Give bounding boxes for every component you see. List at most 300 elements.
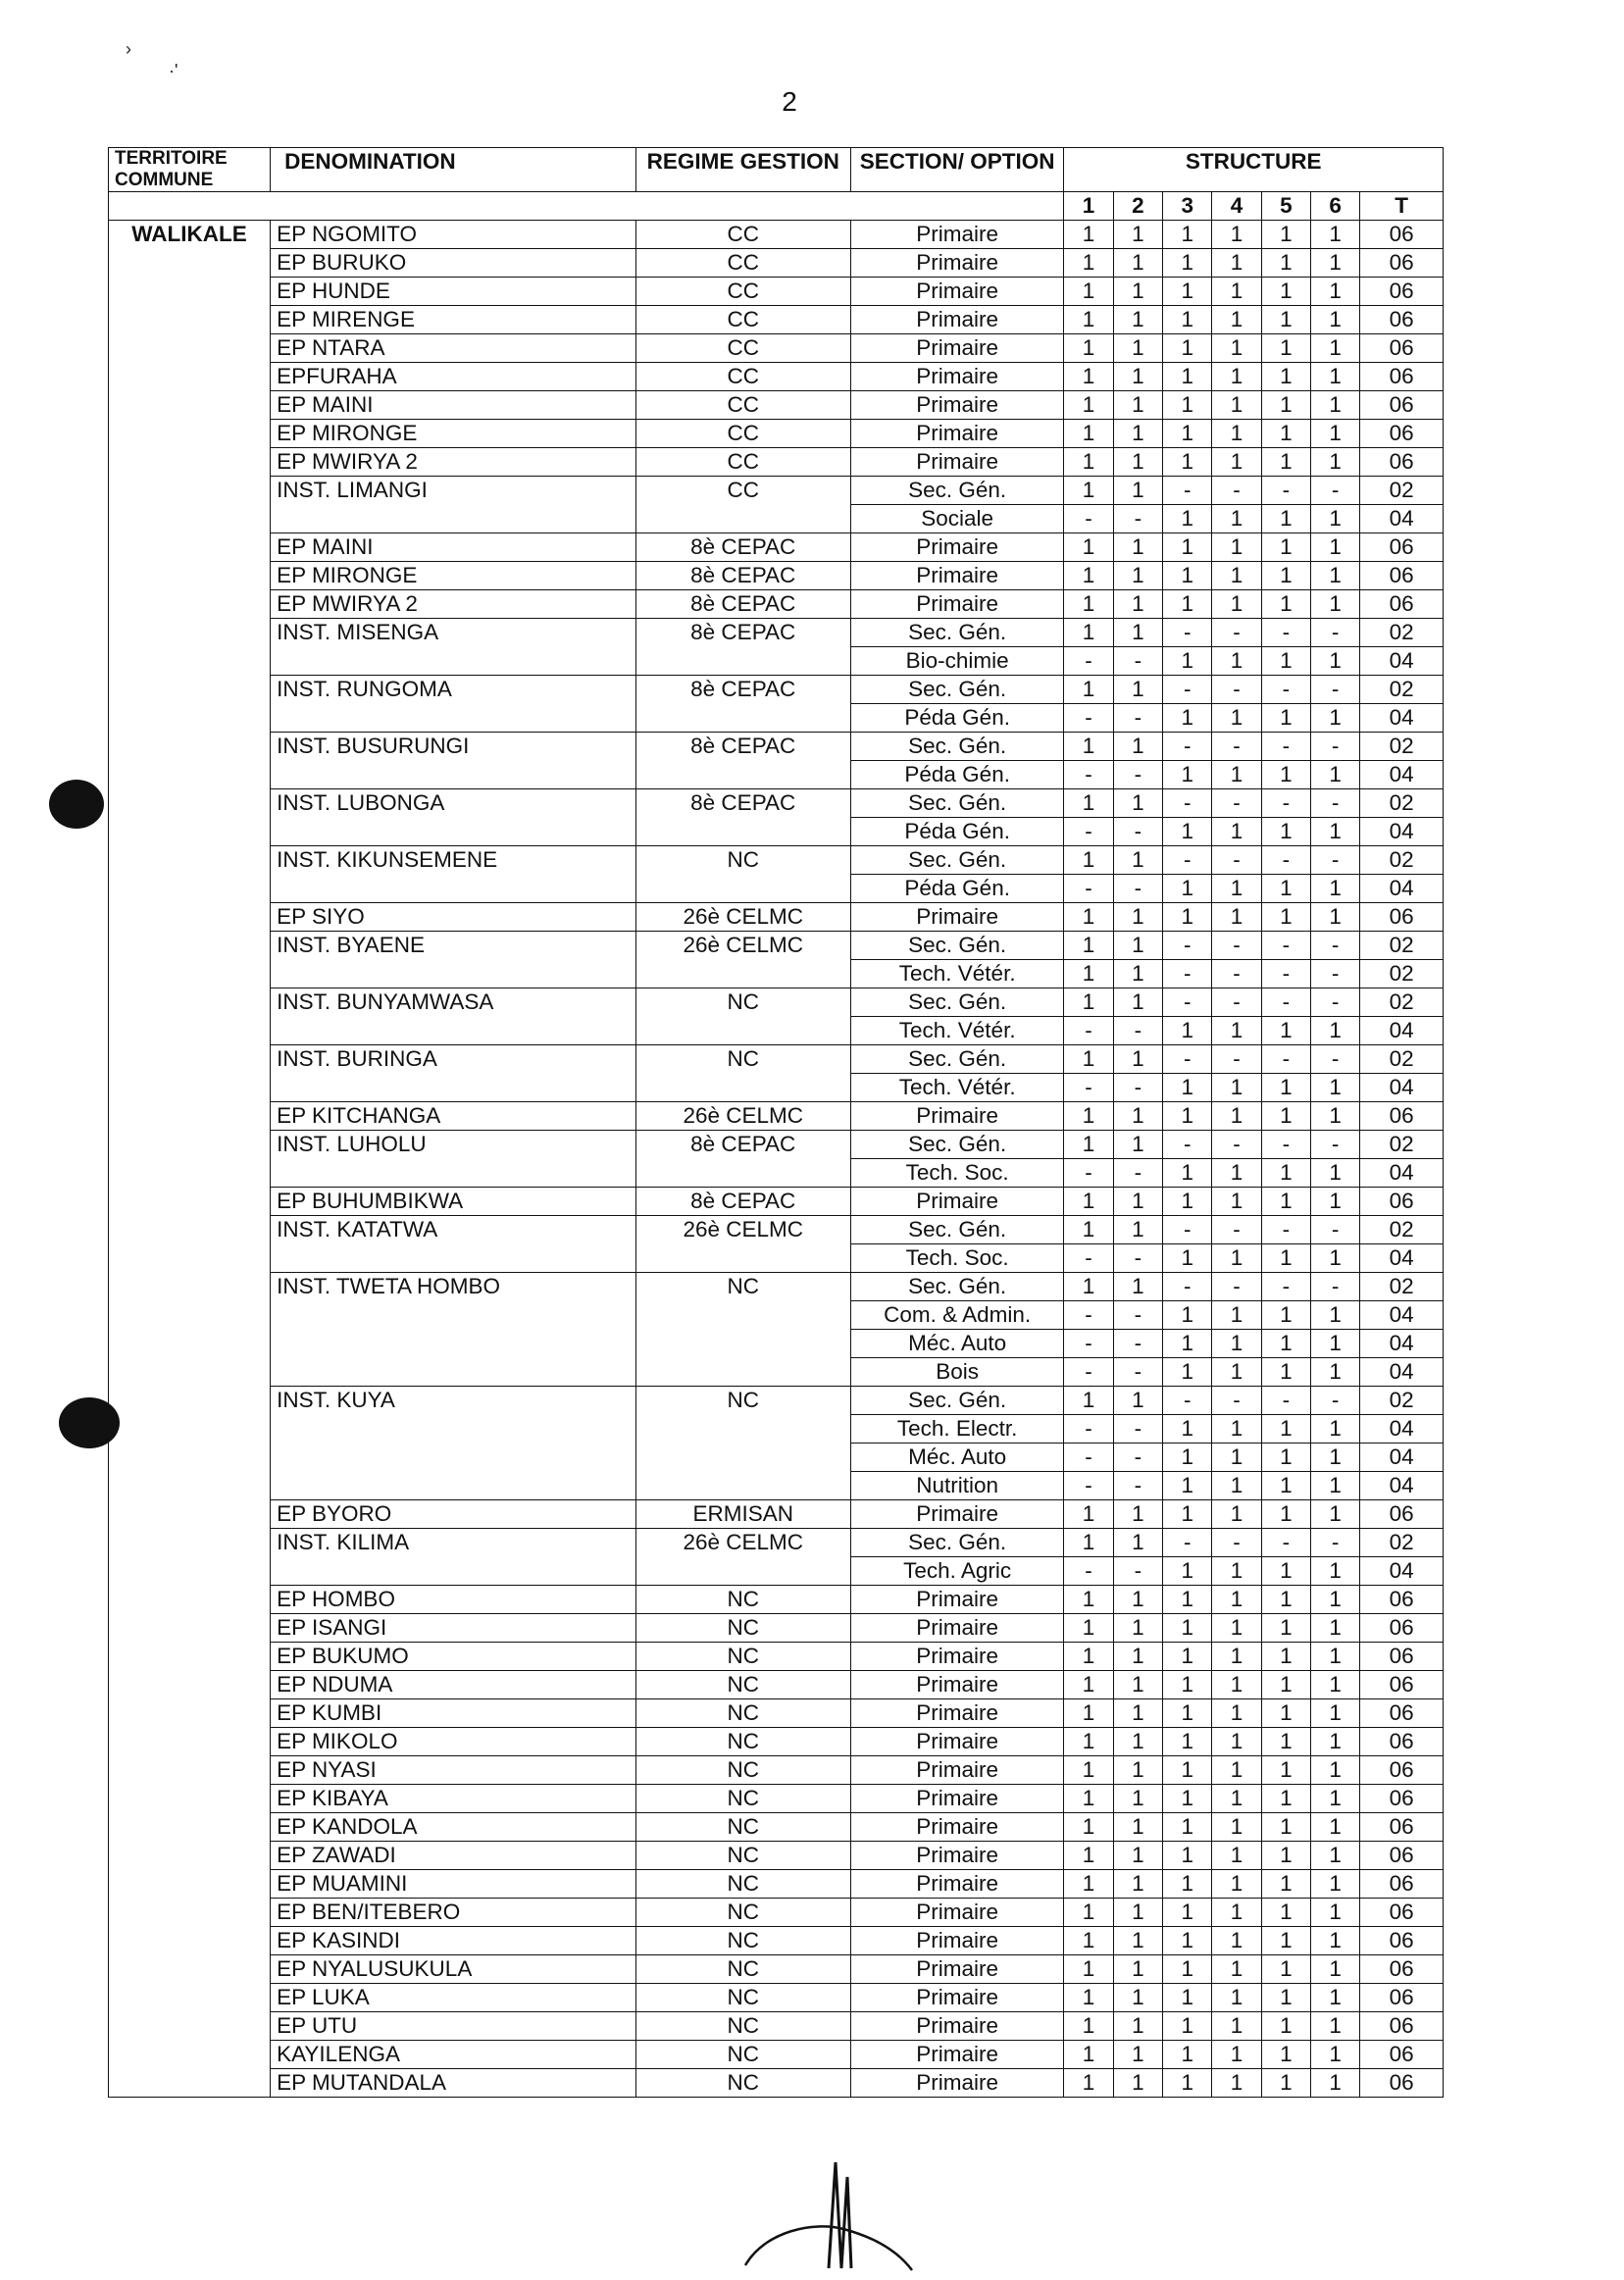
school-name: EP BUKUMO bbox=[271, 1643, 635, 1671]
structure-cell: 1 bbox=[1261, 1415, 1310, 1444]
structure-cell: - bbox=[1163, 733, 1212, 761]
section-cell: Sec. Gén. bbox=[850, 1131, 1063, 1159]
table-row bbox=[109, 278, 1444, 306]
section-cell: Sec. Gén. bbox=[850, 846, 1063, 875]
total-cell: 06 bbox=[1360, 2012, 1444, 2041]
section-cell: Tech. Soc. bbox=[850, 1159, 1063, 1188]
structure-cell: 1 bbox=[1113, 1643, 1162, 1671]
structure-cell: 1 bbox=[1311, 818, 1360, 846]
total-cell: 02 bbox=[1360, 988, 1444, 1017]
structure-cell: - bbox=[1113, 818, 1162, 846]
table-row bbox=[109, 306, 1444, 334]
section-cell: Péda Gén. bbox=[850, 761, 1063, 789]
structure-cell: 1 bbox=[1261, 363, 1310, 391]
regime-cell: NC bbox=[635, 1813, 850, 1842]
structure-cell: 1 bbox=[1261, 1074, 1310, 1102]
structure-cell: 1 bbox=[1064, 676, 1113, 704]
section-cell: Sociale bbox=[850, 505, 1063, 533]
table-row bbox=[109, 1188, 1444, 1216]
structure-cell: 1 bbox=[1212, 448, 1261, 477]
structure-cell: - bbox=[1261, 733, 1310, 761]
structure-cell: 1 bbox=[1212, 306, 1261, 334]
section-cell: Primaire bbox=[850, 1984, 1063, 2012]
structure-cell: 1 bbox=[1311, 1785, 1360, 1813]
structure-cell: 1 bbox=[1212, 278, 1261, 306]
section-cell: Primaire bbox=[850, 1955, 1063, 1984]
regime-cell: NC bbox=[635, 1756, 850, 1785]
section-cell: Nutrition bbox=[850, 1472, 1063, 1500]
structure-cell: - bbox=[1163, 477, 1212, 505]
school-name: EP UTU bbox=[271, 2012, 635, 2041]
structure-cell: - bbox=[1113, 1301, 1162, 1330]
structure-cell: - bbox=[1311, 733, 1360, 761]
structure-cell: 1 bbox=[1113, 932, 1162, 960]
structure-cell: - bbox=[1261, 477, 1310, 505]
structure-cell: 1 bbox=[1212, 1643, 1261, 1671]
structure-cell: 1 bbox=[1212, 1444, 1261, 1472]
total-cell: 06 bbox=[1360, 562, 1444, 590]
structure-cell: 1 bbox=[1163, 1074, 1212, 1102]
structure-cell: - bbox=[1311, 676, 1360, 704]
section-cell: Péda Gén. bbox=[850, 818, 1063, 846]
regime-cell: CC bbox=[635, 278, 850, 306]
structure-cell: 1 bbox=[1212, 1899, 1261, 1927]
structure-cell: 1 bbox=[1261, 1358, 1310, 1387]
school-name: INST. BUNYAMWASA bbox=[271, 988, 635, 1045]
structure-cell: 1 bbox=[1311, 448, 1360, 477]
structure-cell: 1 bbox=[1064, 1273, 1113, 1301]
regime-cell: NC bbox=[635, 1955, 850, 1984]
structure-cell: 1 bbox=[1212, 221, 1261, 249]
structure-cell: 1 bbox=[1113, 733, 1162, 761]
table-row bbox=[109, 1955, 1444, 1984]
total-cell: 04 bbox=[1360, 818, 1444, 846]
structure-cell: 1 bbox=[1311, 875, 1360, 903]
section-cell: Bois bbox=[850, 1358, 1063, 1387]
section-cell: Tech. Vétér. bbox=[850, 1017, 1063, 1045]
total-cell: 02 bbox=[1360, 932, 1444, 960]
table-row bbox=[109, 420, 1444, 448]
structure-cell: 1 bbox=[1311, 221, 1360, 249]
structure-cell: 1 bbox=[1064, 1643, 1113, 1671]
structure-cell: 1 bbox=[1163, 1728, 1212, 1756]
structure-cell: 1 bbox=[1212, 1472, 1261, 1500]
structure-cell: 1 bbox=[1261, 505, 1310, 533]
structure-cell: 1 bbox=[1311, 1756, 1360, 1785]
structure-cell: 1 bbox=[1311, 1614, 1360, 1643]
structure-cell: 1 bbox=[1261, 1614, 1310, 1643]
structure-cell: 1 bbox=[1311, 1813, 1360, 1842]
structure-cell: 1 bbox=[1163, 334, 1212, 363]
structure-cell: - bbox=[1163, 1273, 1212, 1301]
school-name: EP MWIRYA 2 bbox=[271, 448, 635, 477]
header-subrow bbox=[109, 192, 1444, 221]
structure-cell: 1 bbox=[1311, 1699, 1360, 1728]
total-cell: 06 bbox=[1360, 1955, 1444, 1984]
structure-cell: 1 bbox=[1261, 590, 1310, 619]
structure-cell: 1 bbox=[1163, 875, 1212, 903]
structure-cell: 1 bbox=[1261, 903, 1310, 932]
scan-mark: ·' bbox=[169, 61, 178, 80]
table-row bbox=[109, 1500, 1444, 1529]
regime-cell: NC bbox=[635, 2012, 850, 2041]
school-name: INST. TWETA HOMBO bbox=[271, 1273, 635, 1387]
structure-cell: 1 bbox=[1311, 363, 1360, 391]
structure-cell: 1 bbox=[1311, 334, 1360, 363]
section-cell: Primaire bbox=[850, 533, 1063, 562]
structure-cell: 1 bbox=[1212, 1159, 1261, 1188]
school-name: INST. KUYA bbox=[271, 1387, 635, 1500]
school-name: EP MAINI bbox=[271, 533, 635, 562]
section-cell: Bio-chimie bbox=[850, 647, 1063, 676]
structure-cell: 1 bbox=[1113, 1728, 1162, 1756]
structure-cell: - bbox=[1261, 619, 1310, 647]
table-row bbox=[109, 1273, 1444, 1301]
structure-cell: 1 bbox=[1212, 1813, 1261, 1842]
structure-cell: 1 bbox=[1113, 1984, 1162, 2012]
total-cell: 04 bbox=[1360, 1074, 1444, 1102]
total-cell: 04 bbox=[1360, 875, 1444, 903]
structure-cell: - bbox=[1261, 960, 1310, 988]
structure-cell: 1 bbox=[1261, 562, 1310, 590]
header-territoire: TERRITOIRE COMMUNE bbox=[109, 148, 271, 192]
structure-cell: 1 bbox=[1261, 647, 1310, 676]
structure-cell: 1 bbox=[1261, 306, 1310, 334]
structure-cell: - bbox=[1064, 818, 1113, 846]
structure-cell: 1 bbox=[1163, 505, 1212, 533]
structure-cell: 1 bbox=[1163, 1444, 1212, 1472]
structure-cell: 1 bbox=[1113, 1614, 1162, 1643]
structure-cell: - bbox=[1113, 1330, 1162, 1358]
structure-cell: 1 bbox=[1064, 363, 1113, 391]
structure-cell: - bbox=[1064, 1358, 1113, 1387]
table-row bbox=[109, 1728, 1444, 1756]
regime-cell: ERMISAN bbox=[635, 1500, 850, 1529]
structure-cell: 1 bbox=[1163, 1756, 1212, 1785]
structure-cell: 1 bbox=[1163, 647, 1212, 676]
structure-cell: 1 bbox=[1311, 562, 1360, 590]
structure-cell: - bbox=[1113, 1358, 1162, 1387]
school-name: EP LUKA bbox=[271, 1984, 635, 2012]
section-cell: Tech. Soc. bbox=[850, 1244, 1063, 1273]
regime-cell: CC bbox=[635, 391, 850, 420]
structure-cell: 1 bbox=[1163, 306, 1212, 334]
school-name: EP HOMBO bbox=[271, 1586, 635, 1614]
structure-cell: - bbox=[1261, 676, 1310, 704]
table-row bbox=[109, 2041, 1444, 2069]
structure-cell: 1 bbox=[1113, 619, 1162, 647]
structure-cell: 1 bbox=[1113, 1842, 1162, 1870]
structure-cell: 1 bbox=[1311, 1188, 1360, 1216]
structure-cell: 1 bbox=[1163, 562, 1212, 590]
section-cell: Primaire bbox=[850, 562, 1063, 590]
structure-cell: - bbox=[1311, 960, 1360, 988]
structure-cell: 1 bbox=[1064, 2012, 1113, 2041]
school-name: INST. LUHOLU bbox=[271, 1131, 635, 1188]
structure-cell: 1 bbox=[1163, 2012, 1212, 2041]
school-name: INST. BURINGA bbox=[271, 1045, 635, 1102]
structure-cell: 1 bbox=[1311, 1955, 1360, 1984]
school-name: EP ISANGI bbox=[271, 1614, 635, 1643]
structure-cell: 1 bbox=[1064, 1614, 1113, 1643]
section-cell: Primaire bbox=[850, 1500, 1063, 1529]
structure-cell: 1 bbox=[1261, 2041, 1310, 2069]
school-name: EP KIBAYA bbox=[271, 1785, 635, 1813]
structure-cell: - bbox=[1113, 1444, 1162, 1472]
structure-cell: 1 bbox=[1064, 1045, 1113, 1074]
table-row bbox=[109, 1899, 1444, 1927]
structure-cell: - bbox=[1064, 505, 1113, 533]
structure-cell: 1 bbox=[1113, 1899, 1162, 1927]
structure-cell: 1 bbox=[1163, 1671, 1212, 1699]
regime-cell: 8è CEPAC bbox=[635, 562, 850, 590]
table-row bbox=[109, 1842, 1444, 1870]
structure-cell: - bbox=[1064, 1415, 1113, 1444]
structure-cell: 1 bbox=[1064, 960, 1113, 988]
structure-cell: - bbox=[1163, 1529, 1212, 1557]
structure-cell: - bbox=[1163, 1387, 1212, 1415]
structure-cell: - bbox=[1113, 1415, 1162, 1444]
total-cell: 02 bbox=[1360, 846, 1444, 875]
structure-cell: 1 bbox=[1163, 1955, 1212, 1984]
structure-cell: 1 bbox=[1311, 590, 1360, 619]
section-cell: Sec. Gén. bbox=[850, 789, 1063, 818]
total-cell: 06 bbox=[1360, 903, 1444, 932]
table-row bbox=[109, 1671, 1444, 1699]
structure-cell: 1 bbox=[1212, 1870, 1261, 1899]
section-cell: Primaire bbox=[850, 448, 1063, 477]
regime-cell: CC bbox=[635, 448, 850, 477]
total-cell: 02 bbox=[1360, 789, 1444, 818]
total-cell: 06 bbox=[1360, 1813, 1444, 1842]
structure-cell: - bbox=[1064, 1472, 1113, 1500]
structure-cell: 1 bbox=[1261, 818, 1310, 846]
structure-cell: 1 bbox=[1311, 1927, 1360, 1955]
structure-cell: 1 bbox=[1113, 278, 1162, 306]
structure-cell: 1 bbox=[1163, 1017, 1212, 1045]
structure-cell: 1 bbox=[1311, 278, 1360, 306]
structure-cell: 1 bbox=[1113, 221, 1162, 249]
structure-cell: 1 bbox=[1212, 334, 1261, 363]
table-row bbox=[109, 1699, 1444, 1728]
structure-cell: - bbox=[1163, 846, 1212, 875]
structure-cell: 1 bbox=[1311, 1102, 1360, 1131]
structure-cell: 1 bbox=[1261, 448, 1310, 477]
school-name: EP SIYO bbox=[271, 903, 635, 932]
school-name: EP BYORO bbox=[271, 1500, 635, 1529]
regime-cell: 26è CELMC bbox=[635, 903, 850, 932]
total-cell: 06 bbox=[1360, 2069, 1444, 2098]
structure-cell: 1 bbox=[1113, 1216, 1162, 1244]
structure-cell: 1 bbox=[1311, 1643, 1360, 1671]
structure-cell: 1 bbox=[1311, 1586, 1360, 1614]
structure-cell: 1 bbox=[1311, 704, 1360, 733]
structure-cell: 1 bbox=[1163, 278, 1212, 306]
structure-cell: - bbox=[1311, 1131, 1360, 1159]
structure-cell: 1 bbox=[1261, 1842, 1310, 1870]
regime-cell: 8è CEPAC bbox=[635, 619, 850, 676]
structure-cell: 1 bbox=[1113, 1188, 1162, 1216]
structure-cell: 1 bbox=[1311, 1301, 1360, 1330]
structure-cell: 1 bbox=[1113, 903, 1162, 932]
structure-cell: - bbox=[1212, 932, 1261, 960]
total-cell: 02 bbox=[1360, 676, 1444, 704]
structure-cell: - bbox=[1113, 647, 1162, 676]
total-cell: 06 bbox=[1360, 1842, 1444, 1870]
regime-cell: CC bbox=[635, 306, 850, 334]
structure-cell: 1 bbox=[1311, 1159, 1360, 1188]
section-cell: Sec. Gén. bbox=[850, 619, 1063, 647]
section-cell: Primaire bbox=[850, 1927, 1063, 1955]
total-cell: 06 bbox=[1360, 590, 1444, 619]
regime-cell: 8è CEPAC bbox=[635, 676, 850, 733]
structure-cell: 1 bbox=[1212, 761, 1261, 789]
structure-cell: 1 bbox=[1212, 1586, 1261, 1614]
section-cell: Primaire bbox=[850, 2041, 1063, 2069]
structure-cell: - bbox=[1064, 761, 1113, 789]
school-name: INST. KILIMA bbox=[271, 1529, 635, 1586]
structure-cell: 1 bbox=[1163, 1500, 1212, 1529]
structure-cell: - bbox=[1163, 619, 1212, 647]
structure-cell: 1 bbox=[1261, 420, 1310, 448]
structure-cell: 1 bbox=[1311, 1842, 1360, 1870]
structure-cell: 1 bbox=[1212, 420, 1261, 448]
structure-cell: - bbox=[1261, 988, 1310, 1017]
total-cell: 06 bbox=[1360, 1614, 1444, 1643]
structure-cell: 1 bbox=[1113, 1131, 1162, 1159]
structure-cell: 1 bbox=[1064, 1984, 1113, 2012]
structure-cell: 1 bbox=[1311, 391, 1360, 420]
structure-cell: 1 bbox=[1311, 1415, 1360, 1444]
structure-cell: 1 bbox=[1311, 1017, 1360, 1045]
school-name: EP NTARA bbox=[271, 334, 635, 363]
structure-cell: 1 bbox=[1212, 903, 1261, 932]
total-cell: 04 bbox=[1360, 1244, 1444, 1273]
structure-cell: - bbox=[1163, 1216, 1212, 1244]
structure-cell: 1 bbox=[1261, 334, 1310, 363]
table-row bbox=[109, 1813, 1444, 1842]
total-cell: 02 bbox=[1360, 1273, 1444, 1301]
section-cell: Primaire bbox=[850, 1842, 1063, 1870]
structure-cell: 1 bbox=[1212, 1102, 1261, 1131]
structure-cell: 1 bbox=[1113, 448, 1162, 477]
structure-cell: 1 bbox=[1064, 278, 1113, 306]
regime-cell: NC bbox=[635, 1984, 850, 2012]
table-row bbox=[109, 2012, 1444, 2041]
total-cell: 06 bbox=[1360, 249, 1444, 278]
structure-cell: 1 bbox=[1212, 2069, 1261, 2098]
section-cell: Tech. Electr. bbox=[850, 1415, 1063, 1444]
structure-cell: 1 bbox=[1064, 221, 1113, 249]
structure-cell: - bbox=[1212, 1216, 1261, 1244]
structure-cell: 1 bbox=[1212, 818, 1261, 846]
total-cell: 04 bbox=[1360, 647, 1444, 676]
structure-cell: 1 bbox=[1261, 1870, 1310, 1899]
structure-cell: 1 bbox=[1261, 533, 1310, 562]
structure-cell: 1 bbox=[1163, 1301, 1212, 1330]
structure-cell: - bbox=[1311, 1045, 1360, 1074]
section-cell: Primaire bbox=[850, 1728, 1063, 1756]
school-name: EP BURUKO bbox=[271, 249, 635, 278]
table-row bbox=[109, 1870, 1444, 1899]
structure-cell: - bbox=[1212, 846, 1261, 875]
table-row bbox=[109, 789, 1444, 818]
structure-cell: 1 bbox=[1311, 1358, 1360, 1387]
structure-cell: 1 bbox=[1163, 1984, 1212, 2012]
structure-cell: 1 bbox=[1163, 1899, 1212, 1927]
structure-cell: 1 bbox=[1064, 1699, 1113, 1728]
total-cell: 06 bbox=[1360, 2041, 1444, 2069]
header-structure: STRUCTURE bbox=[1064, 148, 1444, 192]
structure-cell: 1 bbox=[1311, 420, 1360, 448]
structure-cell: 1 bbox=[1064, 1842, 1113, 1870]
structure-cell: 1 bbox=[1163, 704, 1212, 733]
table-row bbox=[109, 1756, 1444, 1785]
section-cell: Sec. Gén. bbox=[850, 932, 1063, 960]
structure-cell: 1 bbox=[1113, 562, 1162, 590]
structure-cell: 1 bbox=[1064, 249, 1113, 278]
structure-cell: 1 bbox=[1064, 334, 1113, 363]
structure-cell: 1 bbox=[1212, 533, 1261, 562]
structure-cell: 1 bbox=[1163, 1557, 1212, 1586]
regime-cell: NC bbox=[635, 1387, 850, 1500]
header-section: SECTION/ OPTION bbox=[850, 148, 1063, 192]
structure-cell: 1 bbox=[1064, 1927, 1113, 1955]
school-name: INST. BYAENE bbox=[271, 932, 635, 988]
regime-cell: 26è CELMC bbox=[635, 932, 850, 988]
structure-cell: 1 bbox=[1212, 1955, 1261, 1984]
section-cell: Primaire bbox=[850, 391, 1063, 420]
total-cell: 04 bbox=[1360, 1415, 1444, 1444]
regime-cell: 26è CELMC bbox=[635, 1102, 850, 1131]
structure-cell: 1 bbox=[1163, 1813, 1212, 1842]
structure-cell: 1 bbox=[1113, 1870, 1162, 1899]
total-cell: 06 bbox=[1360, 1899, 1444, 1927]
section-cell: Primaire bbox=[850, 2012, 1063, 2041]
school-name: EPFURAHA bbox=[271, 363, 635, 391]
regime-cell: 8è CEPAC bbox=[635, 789, 850, 846]
total-cell: 04 bbox=[1360, 761, 1444, 789]
structure-cell: 1 bbox=[1064, 1188, 1113, 1216]
structure-cell: - bbox=[1163, 932, 1212, 960]
structure-cell: 1 bbox=[1212, 1699, 1261, 1728]
total-cell: 06 bbox=[1360, 1927, 1444, 1955]
structure-cell: 1 bbox=[1261, 1813, 1310, 1842]
structure-cell: 1 bbox=[1261, 1557, 1310, 1586]
structure-cell: 1 bbox=[1163, 1614, 1212, 1643]
structure-cell: 1 bbox=[1163, 1472, 1212, 1500]
regime-cell: NC bbox=[635, 1842, 850, 1870]
structure-cell: - bbox=[1212, 960, 1261, 988]
regime-cell: 26è CELMC bbox=[635, 1529, 850, 1586]
section-cell: Primaire bbox=[850, 363, 1063, 391]
structure-cell: 1 bbox=[1064, 1216, 1113, 1244]
structure-cell: 1 bbox=[1113, 363, 1162, 391]
structure-cell: 1 bbox=[1064, 590, 1113, 619]
school-name: EP HUNDE bbox=[271, 278, 635, 306]
structure-cell: - bbox=[1064, 647, 1113, 676]
section-cell: Primaire bbox=[850, 2069, 1063, 2098]
regime-cell: NC bbox=[635, 2069, 850, 2098]
structure-cell: 1 bbox=[1212, 562, 1261, 590]
structure-cell: 1 bbox=[1311, 505, 1360, 533]
structure-cell: 1 bbox=[1212, 590, 1261, 619]
header-regime: REGIME GESTION bbox=[635, 148, 850, 192]
structure-cell: - bbox=[1163, 676, 1212, 704]
structure-cell: 1 bbox=[1261, 704, 1310, 733]
structure-cell: 1 bbox=[1064, 448, 1113, 477]
structure-cell: 1 bbox=[1212, 1557, 1261, 1586]
